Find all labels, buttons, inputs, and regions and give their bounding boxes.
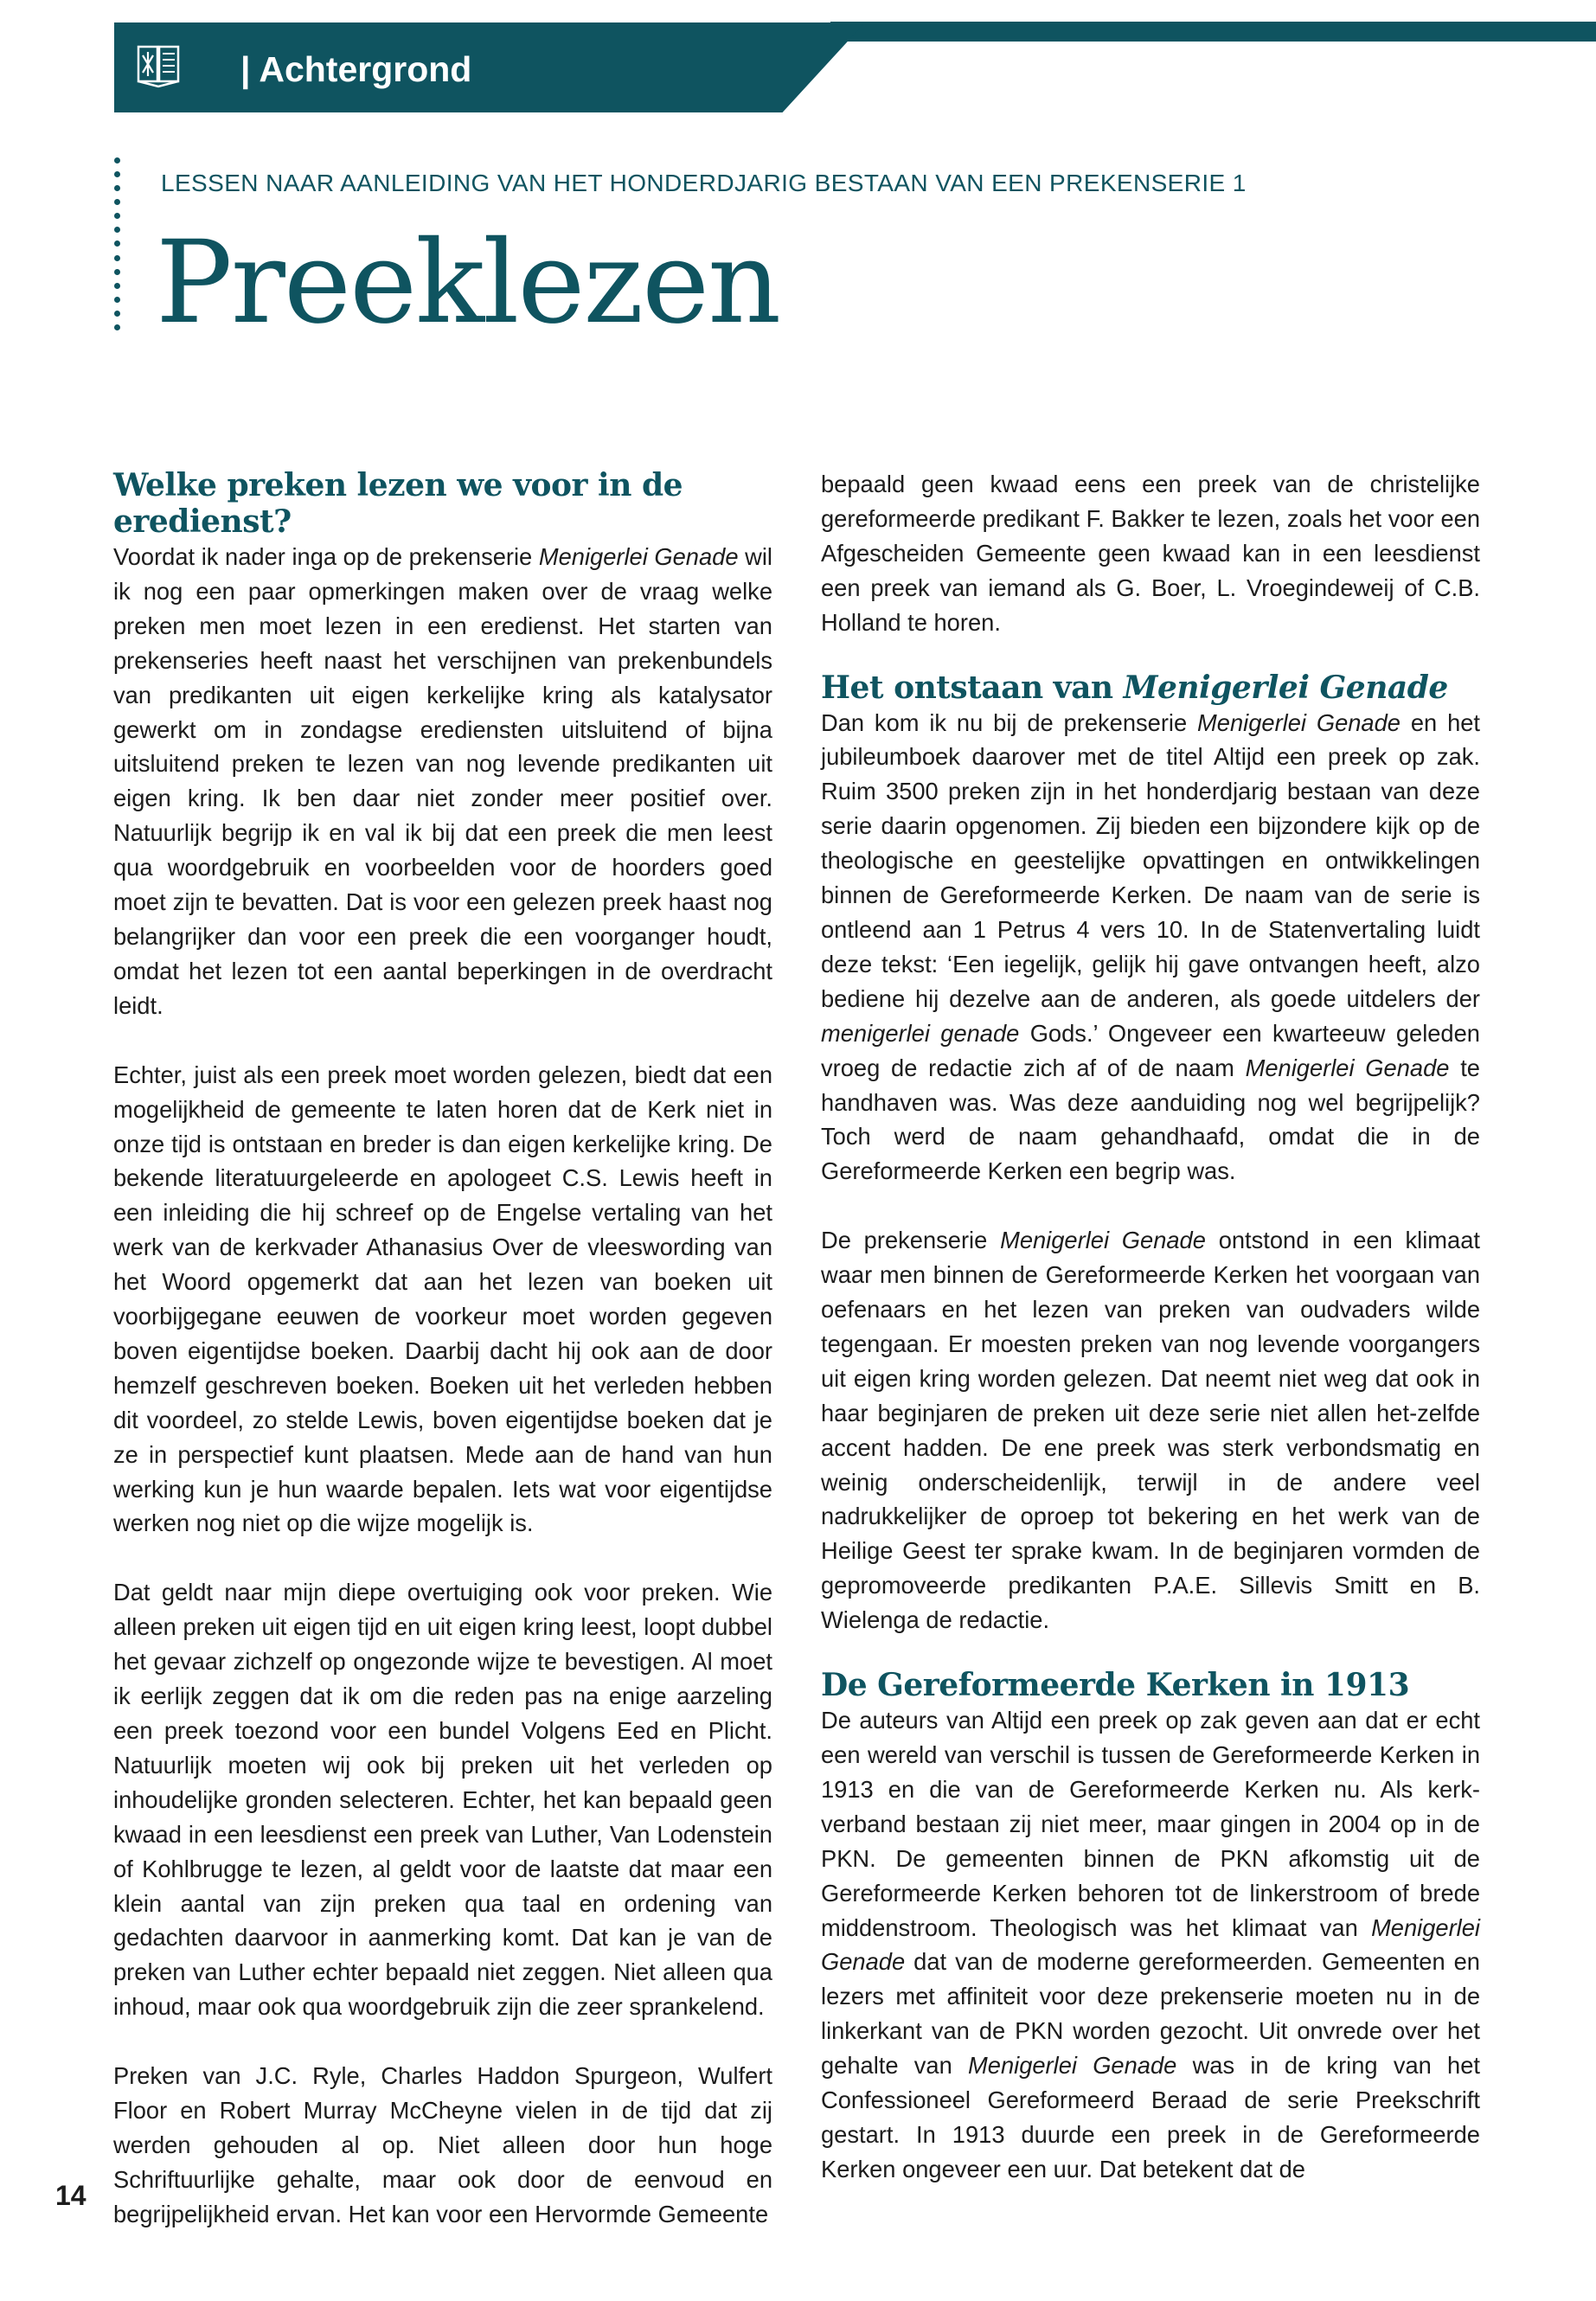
page-number: 14	[55, 2180, 87, 2211]
right-column	[821, 467, 1480, 2221]
header-top-rule	[830, 22, 1596, 42]
section-heading: De Gereformeerde Kerken in 1913	[821, 1667, 1410, 1704]
series-label: LESSEN NAAR AANLEIDING VAN HET HONDERDJARIG BESTAAN VAN EEN PREKENSERIE 1	[161, 170, 1247, 196]
paragraph: Preken van J.C. Ryle, Charles Haddon Spurgeon, Wulfert Floor en Robert Murray McCheyne vielen in de tijd dat zij werden gehouden al op. Niet alleen door hun hoge Schriftuurlijke gehalte, maar ook door de eenvoud en begrijpelijkheid ervan. Het kan voor een Hervormde Gemeente	[113, 2062, 772, 2227]
paragraph: Voordat ik nader inga op de prekenserie Menigerlei Genade wil ik nog een paar opmerkingen maken over de vraag welke preken men moet lezen in een eredienst. Het starten van prekenseries heeft naast het verschijnen van prekenbundels van predikanten uit eigen kerkelijke kring als katalysator gewerkt om in zondagse erediensten uitsluitend of bijna uitsluitend preken te lezen van nog levende predikanten uit eigen kring. Ik ben daar niet zonder meer positief over. Natuurlijk begrijp ik en val ik bij dat een preek die men leest qua woordgebruik en voorbeelden voor de hoorders goed moet zijn te bevatten. Dat is voor een gelezen preek haast nog belangrijker dan voor een preek die een voorganger houdt, omdat het lezen tot een aantal beperkingen in de overdracht leidt.	[113, 543, 772, 1019]
dotted-rule	[112, 157, 121, 330]
paragraph: Dan kom ik nu bij de prekenserie Menigerlei Genade en het jubileumboek daarover met de titel Altijd een preek op zak. Ruim 3500 preken zijn in het honderdjarig bestaan van deze serie daarin opgenomen. Zij bieden een bijzondere kijk op de theologische en geestelijke opvattingen en ontwikkelingen binnen de Gereformeerde Kerken. De naam van de serie is ontleend aan 1 Petrus 4 vers 10. In de Statenvertaling luidt deze tekst: ‘Een iegelijk, gelijk hij gave ontvangen heeft, alzo bediene hij dezelve aan de anderen, als goede uitdelers der menigerlei genade Gods.’ Ongeveer een kwarteeuw geleden vroeg de redactie zich af of de naam Menigerlei Genade te handhaven was. Was deze aanduiding nog wel begrijpelijk? Toch werd de naam gehandhaafd, omdat die in de Gereformeerde Kerken een begrip was.	[821, 708, 1481, 1185]
section-heading: Het ontstaan van Menigerlei Genade	[821, 669, 1448, 706]
paragraph: bepaald geen kwaad eens een preek van de christelijke gereformeerde predikant F. Bakker te lezen, zoals het voor een Afgescheiden Gemeente geen kwaad kan in een leesdienst een preek van iemand als G. Boer, L. Vroegindeweij of C.B. Holland te horen.	[821, 471, 1480, 636]
paragraph: De auteurs van Altijd een preek op zak geven aan dat er echt een wereld van verschil is tussen de Gereformeerde Kerken in 1913 en die van de Gereformeerde Kerken nu. Als kerk-verband bestaan zij niet meer, maar gingen in 2004 op in de PKN. De gemeenten binnen de PKN afkomstig uit de Gereformeerde Kerken behoren tot de linkerstroom of brede middenstroom. Theologisch was het klimaat van Menigerlei Genade dat van de moderne gereformeerden. Gemeenten en lezers met affiniteit voor deze prekenserie moeten nu in de linkerkant van de PKN worden gezocht. Uit onvrede over het gehalte van Menigerlei Genade was in de kring van het Confessioneel Gereformeerd Beraad de serie Preekschrift gestart. In 1913 duurde een preek in de Gereformeerde Kerken ongeveer een uur. Dat betekent dat de	[821, 1707, 1481, 2182]
section-label: | Achtergrond	[240, 49, 472, 89]
section-header-band	[114, 22, 865, 112]
page-title: Preeklezen	[156, 216, 780, 349]
paragraph: Echter, juist als een preek moet worden gelezen, biedt dat een mogelijkheid de gemeente te laten horen dat de Kerk niet in onze tijd is ontstaan en breder is dan eigen kerkelijke kring. De bekende literatuurgeleerde en apologeet C.S. Lewis heeft in een inleiding die hij schreef op de Engelse vertaling van het werk van de kerkvader Athanasius Over de vleeswording van het Woord opgemerkt dat aan het lezen van boeken uit voorbijgegane eeuwen de voorkeur moet worden gegeven boven eigentijdse boeken. Daarbij dacht hij ook aan de door hemzelf geschreven boeken. Boeken uit het verleden hebben dit voordeel, zo stelde Lewis, boven eigentijdse boeken dat je ze in perspectief kunt plaatsen. Mede aan de hand van hun werking kun je hun waarde bepalen. Iets wat voor eigentijdse werken nog niet op die wijze mogelijk is.	[113, 1061, 772, 1537]
paragraph: De prekenserie Menigerlei Genade ontstond in een klimaat waar men binnen de Gereformeerde Kerken het voorgaan van oefenaars en het lezen van preken van oudvaders wilde tegengaan. Er moesten preken van nog levende voorgangers uit eigen kring worden gelezen. Dat neemt niet weg dat ook in haar beginjaren de preken uit deze serie niet allen het-zelfde accent hadden. De ene preek was sterk verbondsmatig en weinig onderscheidenlijk, terwijl in de andere veel nadrukkelijker de oproep tot bekering en het werk van de Heilige Geest ter sprake kwam. In de beginjaren vormden de gepromoveerde predikanten P.A.E. Sillevis Smitt en B. Wielenga de redactie.	[821, 1227, 1480, 1634]
open-book-icon	[130, 36, 192, 99]
section-heading: Welke preken lezen we voor in de eredienst?	[113, 467, 683, 540]
left-column	[113, 467, 772, 2266]
paragraph: Dat geldt naar mijn diepe overtuiging ook voor preken. Wie alleen preken uit eigen tijd en uit eigen kring leest, loopt dubbel het gevaar zichzelf op ongezonde wijze te bevestigen. Al moet ik eerlijk zeggen dat ik om die reden pas na enige aarzeling een preek toezond voor een bundel Volgens Eed en Plicht. Natuurlijk moeten wij ook bij preken uit het verleden op inhoudelijke gronden selecteren. Echter, het kan bepaald geen kwaad in een leesdienst een preek van Luther, Van Lodenstein of Kohlbrugge te lezen, al geldt voor de laatste dat maar een klein aantal van zijn preken qua taal en ordening van gedachten daarvoor in aanmerking komt. Dat kan je van de preken van Luther echter bepaald niet zeggen. Niet alleen qua inhoud, maar ook qua woordgebruik zijn die zeer sprankelend.	[113, 1579, 772, 2021]
